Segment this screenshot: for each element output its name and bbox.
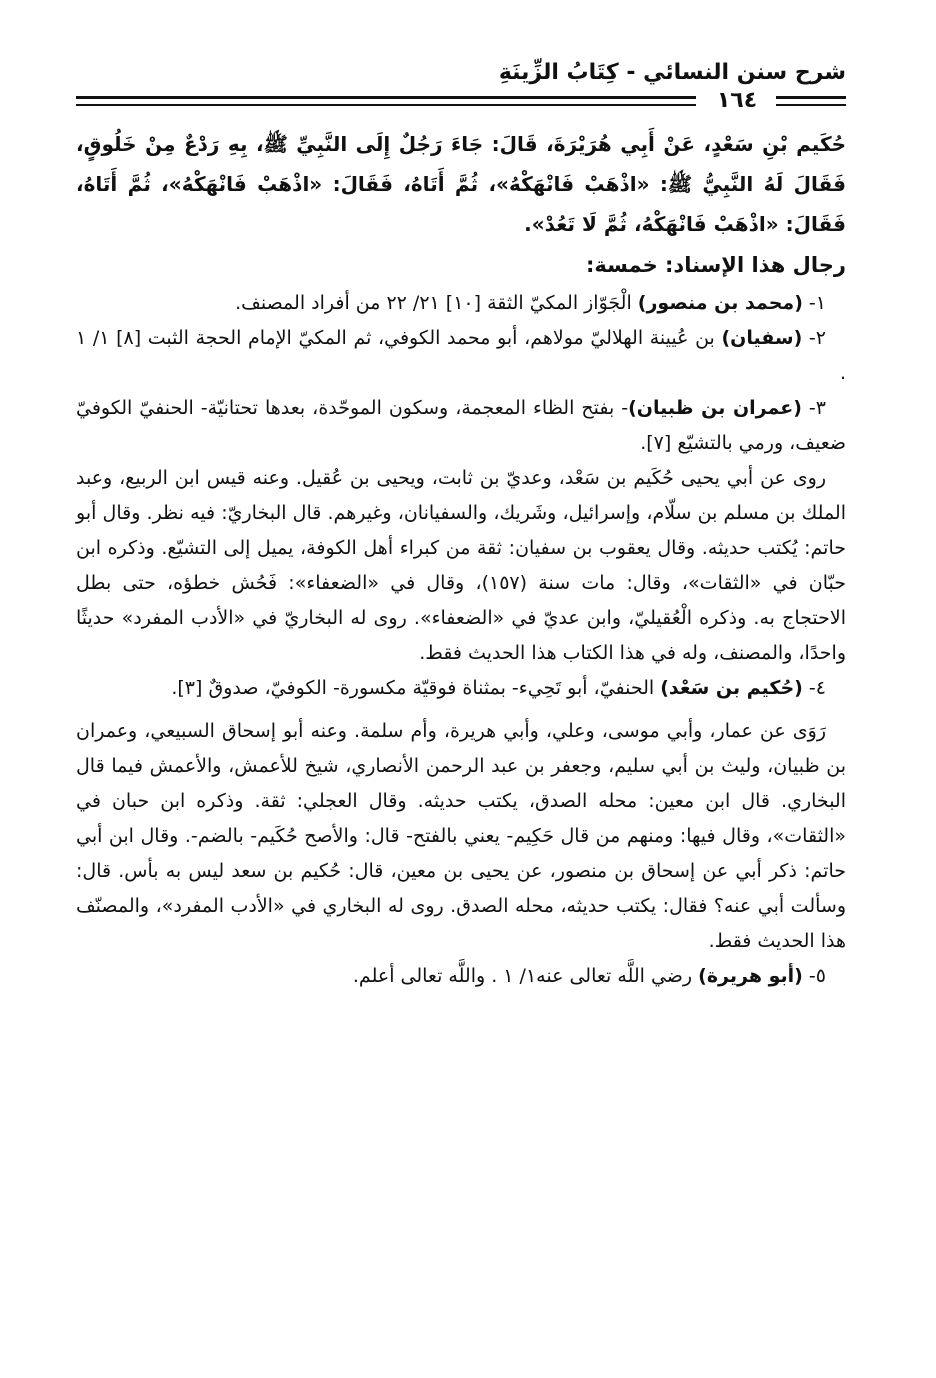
page-body: [76, 124, 846, 994]
entry-number: ١-: [802, 292, 826, 314]
running-title: شرح سنن النسائي - كِتَابُ الزِّينَةِ: [498, 60, 846, 85]
narrator-description: - بفتح الظاء المعجمة، وسكون الموحّدة، بعدها تحتانيّة- الحنفيّ الكوفيّ ضعيف، ورمي بالتشيّع [٧].: [76, 397, 846, 454]
narrator-name: (حُكيم بن سَعْد): [660, 677, 803, 699]
section-heading: رجال هذا الإسناد: خمسة:: [586, 253, 846, 277]
entry-number: ٣-: [801, 397, 826, 419]
entry-number: ٢-: [802, 327, 826, 349]
narrator-description: الْجَوّاز المكيّ الثقة [١٠] ٢١/ ٢٢ من أفراد المصنف.: [235, 292, 638, 314]
page-header: [76, 52, 846, 92]
narrator-name: (سفيان): [721, 327, 803, 349]
narrator-entry-3: [76, 391, 846, 461]
narrator-entry-1: [76, 286, 846, 321]
narrator-description: الحنفيّ، أبو تَحِيء- بمثناة فوقيّة مكسورة- الكوفيّ، صدوقٌ [٣].: [171, 677, 661, 699]
narrator-entry-5: [76, 959, 846, 994]
narrator-name: (محمد بن منصور): [637, 292, 803, 314]
entry-number: ٤-: [802, 677, 826, 699]
page-number: ١٦٤: [716, 88, 758, 113]
double-rule-left: [76, 96, 696, 106]
narrator-name: (أبو هريرة): [698, 965, 803, 987]
narrator-3-biography: روى عن أبي يحيى حُكَيم بن سَعْد، وعديّ بن ثابت، ويحيى بن عُقيل. وعنه قيس ابن الربيع، وعبد الملك بن مسلم بن سلّام، وإسرائيل، وشَريك، والسفيانان، وغيرهم. قال البخاريّ: فيه نظر. وقال أبو حاتم: يُكتب حديثه. وقال يعقوب بن سفيان: ثقة من كبراء أهل الكوفة، يميل إلى التشيّع. وذكره ابن حبّان في «الثقات»، وقال: مات سنة (١٥٧)، وقال في «الضعفاء»: فَحُش خطؤه، حتى بطل الاحتجاج به. وذكره الْعُقيليّ، وابن عديّ في «الضعفاء». روى له البخاريّ في «الأدب المفرد» حديثًا واحدًا، والمصنف، وله في هذا الكتاب هذا الحديث فقط.: [76, 467, 846, 664]
narrator-4-biography: رَوَى عن عمار، وأبي موسى، وعلي، وأبي هريرة، وأم سلمة. وعنه أبو إسحاق السبيعي، وعمران بن ظبيان، وليث بن أبي سليم، وجعفر بن عبد الرحمن الأنصاري، شيخ للأعمش، والأعمش فيما قال البخاري. قال ابن معين: محله الصدق، يكتب حديثه. وقال العجلي: ثقة. وذكره ابن حبان في «الثقات»، وقال فيها: ومنهم من قال حَكِيم- يعني بالفتح- قال: والأصح حُكَيم- بالضم-. وقال ابن أبي حاتم: ذكر أبي عن إسحاق بن منصور، عن يحيى بن معين، قال: حُكيم بن سعد ليس به بأس. قال: وسألت أبي عنه؟ فقال: يكتب حديثه، محله الصدق. روى له البخاري في «الأدب المفرد»، والمصنّف هذا الحديث فقط.: [76, 720, 846, 952]
double-rule-right: [776, 96, 846, 106]
hadith-text: حُكَيم بْنِ سَعْدٍ، عَنْ أَبِي هُرَيْرَةَ، قَالَ: جَاءَ رَجُلٌ إِلَى النَّبِيِّ ﷺ، بِهِ رَدْعٌ مِنْ خَلُوقٍ، فَقَالَ لَهُ النَّبِيُّ ﷺ: «اذْهَبْ فَانْهَكْهُ»، ثُمَّ أَتَاهُ، فَقَالَ: «اذْهَبْ فَانْهَكْهُ»، ثُمَّ أَتَاهُ، فَقَالَ: «اذْهَبْ فَانْهَكْهُ، ثُمَّ لَا تَعُدْ».: [76, 132, 846, 236]
narrator-name: (عمران بن ظبيان): [628, 397, 802, 419]
header-rule: [76, 88, 846, 114]
narrator-entry-2: [76, 321, 846, 391]
narrator-entry-4: [76, 671, 846, 706]
narrator-description: بن عُيينة الهلاليّ مولاهم، أبو محمد الكوفي، ثم المكيّ الإمام الحجة الثبت [٨] ١/ ١ .: [76, 327, 846, 384]
entry-number: ٥-: [802, 965, 826, 987]
narrator-description: رضي اللَّه تعالى عنه١/ ١ . واللَّه تعالى أعلم.: [352, 965, 699, 987]
